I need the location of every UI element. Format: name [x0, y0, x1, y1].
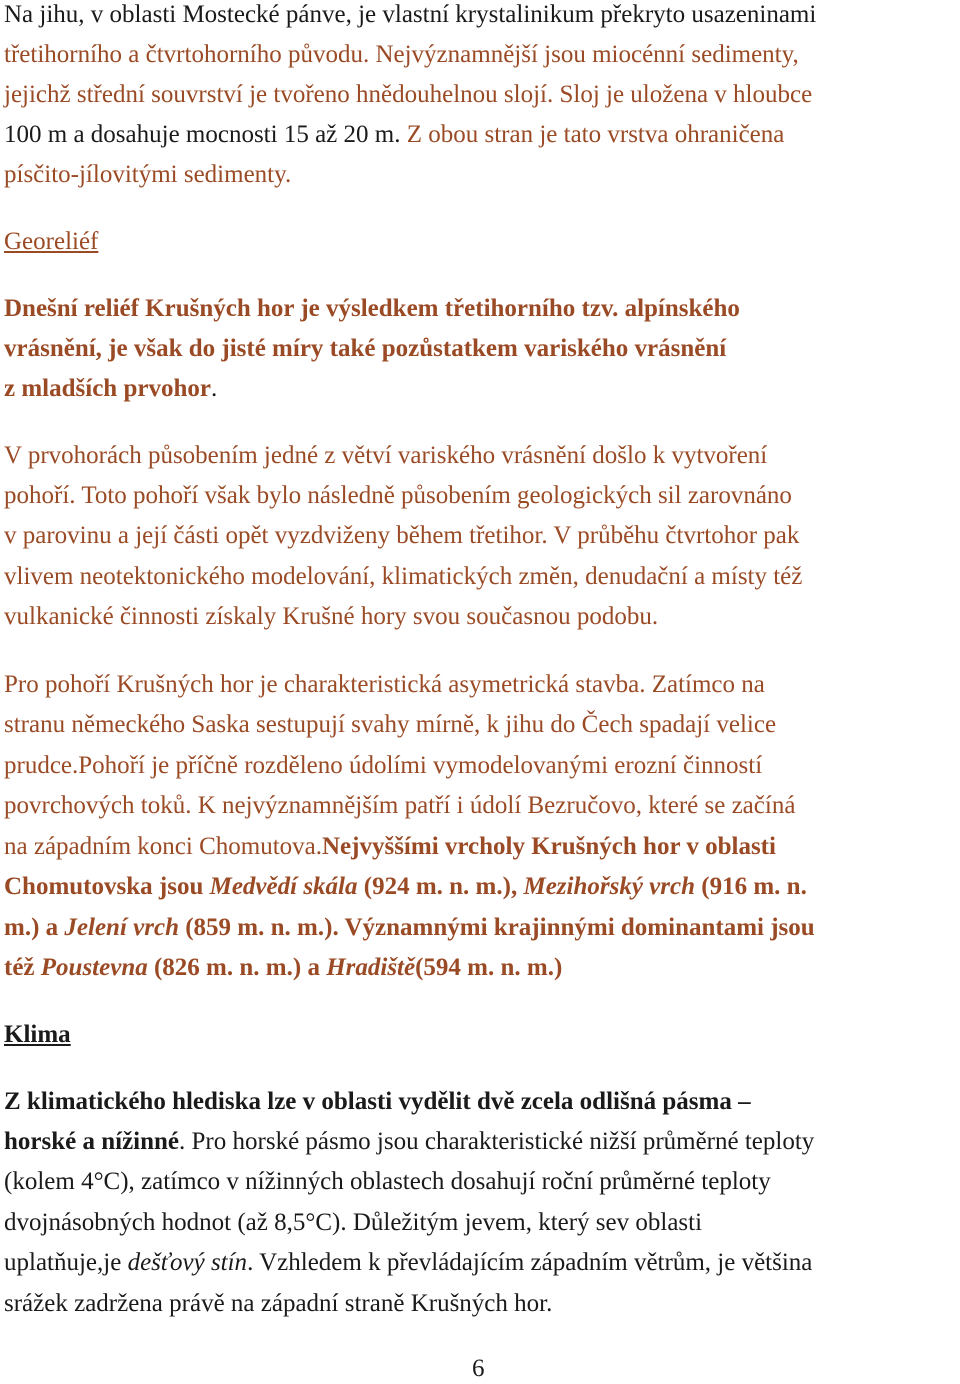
- text-line: Na jihu, v oblasti Mostecké pánve, je vlastní krystalinikum překryto usazeninami: [4, 1, 817, 28]
- heading-georelief: Georeliéf: [4, 228, 99, 255]
- heading-klima: Klima: [4, 1021, 71, 1048]
- text-line: v parovinu a její části opět vyzdviženy během třetihor. V průběhu čtvrtohor pak: [4, 522, 800, 549]
- text-line: (kolem 4°C), zatímco v nížinných oblastech dosahují roční průměrné teploty: [4, 1168, 771, 1195]
- text-line: vrásnění, je však do jisté míry také pozůstatkem variského vrásnění: [4, 335, 727, 362]
- text-line: prudce.Pohoří je příčně rozděleno údolími vymodelovanými erozní činností: [4, 752, 763, 779]
- text-line: na západním konci Chomutova.Nejvyššími vrcholy Krušných hor v oblasti: [4, 833, 776, 860]
- text-line: V prvohorách působením jedné z větví variského vrásnění došlo k vytvoření: [4, 442, 768, 469]
- text-line: vulkanické činnosti získaly Krušné hory svou současnou podobu.: [4, 603, 659, 630]
- page-number: 6: [472, 1355, 485, 1382]
- text-line: jejichž střední souvrství je tvořeno hnědouhelnou slojí. Sloj je uložena v hloubce: [4, 81, 813, 108]
- text-line: dvojnásobných hodnot (až 8,5°C). Důležitým jevem, který sev oblasti: [4, 1209, 703, 1236]
- text-line: z mladších prvohor.: [4, 375, 218, 402]
- text-line: povrchových toků. K nejvýznamnějším patří i údolí Bezručovo, které se začíná: [4, 792, 796, 819]
- text-line: Dnešní reliéf Krušných hor je výsledkem třetihorního tzv. alpínského: [4, 295, 740, 322]
- text-line: písčito-jílovitými sedimenty.: [4, 161, 292, 188]
- text-line: uplatňuje,je dešťový stín. Vzhledem k převládajícím západním větrům, je většina: [4, 1249, 813, 1276]
- text-line: též Poustevna (826 m. n. m.) a Hradiště(594 m. n. m.): [4, 954, 563, 981]
- text-line: vlivem neotektonického modelování, klimatických změn, denudační a místy též: [4, 563, 803, 590]
- text-line: Z klimatického hlediska lze v oblasti vydělit dvě zcela odlišná pásma –: [4, 1088, 751, 1115]
- text-line: 100 m a dosahuje mocnosti 15 až 20 m. Z obou stran je tato vrstva ohraničena: [4, 121, 785, 148]
- text-line: třetihorního a čtvrtohorního původu. Nejvýznamnější jsou miocénní sedimenty,: [4, 41, 799, 68]
- text-line: Chomutovska jsou Medvědí skála (924 m. n. m.), Mezihořský vrch (916 m. n.: [4, 873, 807, 900]
- text-line: horské a nížinné. Pro horské pásmo jsou charakteristické nižší průměrné teploty: [4, 1128, 815, 1155]
- text-line: stranu německého Saska sestupují svahy mírně, k jihu do Čech spadají velice: [4, 711, 777, 738]
- text-line: pohoří. Toto pohoří však bylo následně působením geologických sil zarovnáno: [4, 482, 792, 509]
- text-line: srážek zadržena právě na západní straně Krušných hor.: [4, 1290, 553, 1317]
- text-line: m.) a Jelení vrch (859 m. n. m.). Významnými krajinnými dominantami jsou: [4, 914, 815, 941]
- text-line: Pro pohoří Krušných hor je charakteristická asymetrická stavba. Zatímco na: [4, 671, 765, 698]
